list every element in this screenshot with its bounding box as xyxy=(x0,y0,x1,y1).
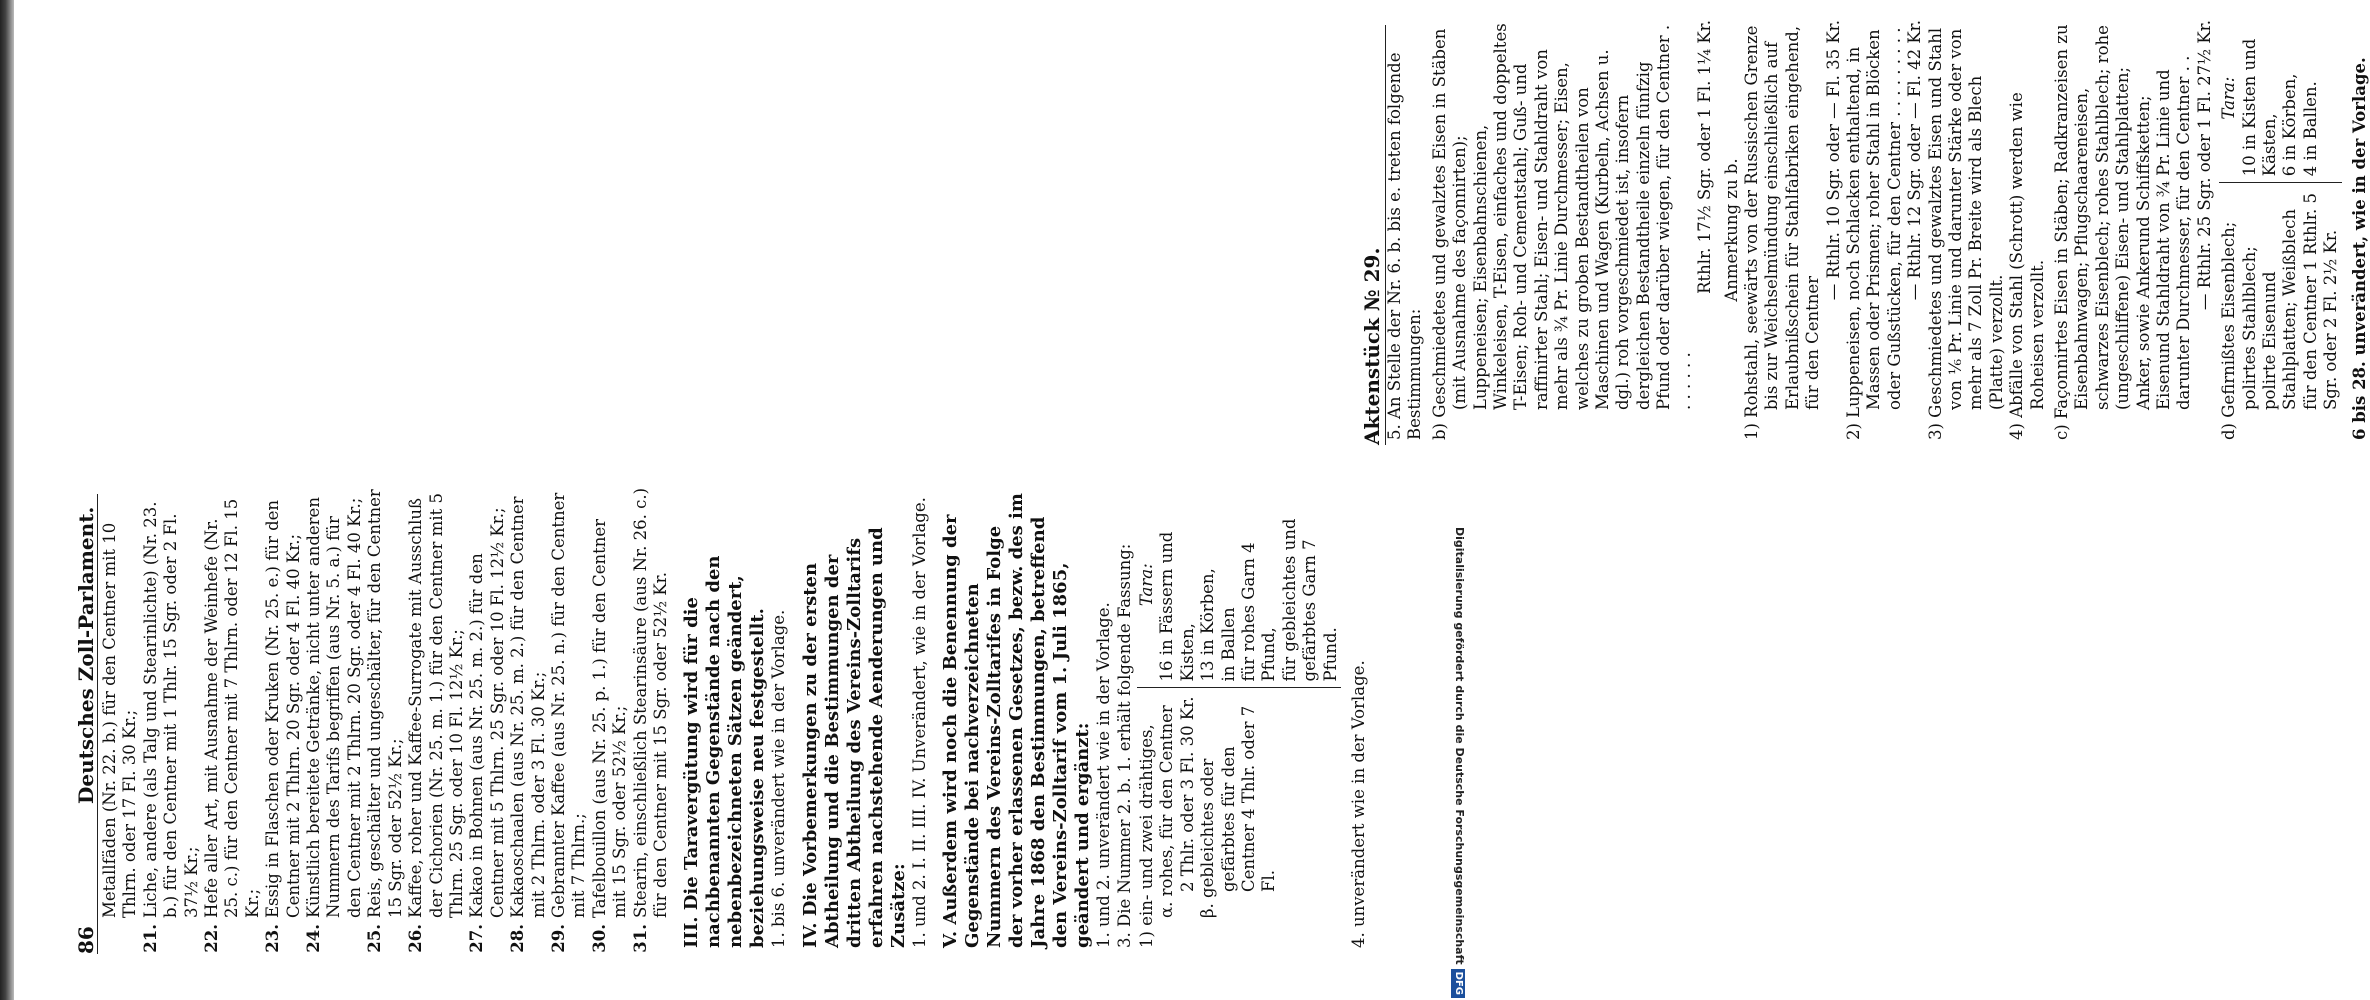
item-d-tara-1: 10 in Kisten und Kästen, xyxy=(2239,38,2280,177)
tariff-item xyxy=(202,488,263,953)
item-number: 24. xyxy=(304,924,324,953)
right-running-title: Aktenstück № 29. xyxy=(1360,247,1384,445)
tariff-item xyxy=(100,488,141,948)
item-d-tara-3: 4 in Ballen. xyxy=(2300,81,2320,177)
item-b-rate: Rthlr. 17½ Sgr. oder 1 Fl. 1¼ Kr. xyxy=(1695,20,1715,294)
section-v-line-1: 1. und 2. unverändert wie in der Vorlage. xyxy=(1094,602,1114,948)
item-text: Kakao in Bohnen (aus Nr. 25. m. 2.) für den Centner mit 5 Thlrn. 25 Sgr. oder 10 Fl. 12½ Kr.; xyxy=(467,507,507,918)
item-d-tara-label: Tara: xyxy=(2219,76,2239,120)
item-number: 31. xyxy=(630,924,650,953)
annotation-2-rate: — Rthlr. 12 Sgr. oder — Fl. 42 Kr. xyxy=(1905,20,1925,301)
item-text: Essig in Flaschen oder Kruken (Nr. 25. e.) für den Centner mit 2 Thlrn. 20 Sgr. oder 4 Fl. 40 Kr.; xyxy=(263,499,303,918)
yarn-tara-3: in Ballen xyxy=(1218,607,1238,682)
yarn-tara-4: für rohes Garn 4 Pfund, xyxy=(1239,542,1279,682)
item-d-text: d) Gefirnißtes Eisenblech; polirtes Stahlblech; polirte Eisenund Stahlplatten; Weißblech für den Centner 1 Rthlr. 5 Sgr. oder 2 Fl. 2½ Kr. xyxy=(2219,193,2341,440)
yarn-sub-1: 1) ein- und zwei drähtiges, xyxy=(1137,724,1156,948)
item-text: Metallfäden (Nr. 22. b.) für den Centner mit 10 Thlrn. oder 17 Fl. 30 Kr.; xyxy=(100,522,140,918)
section-iv-line: 1. und 2. I. II. III. IV. Unverändert, wie in der Vorlage. xyxy=(909,497,929,948)
item-number: 25. xyxy=(365,924,385,953)
left-running-title: Deutsches Zoll-Parlament. xyxy=(74,506,98,804)
tariff-item xyxy=(467,488,508,953)
item-number: 21. xyxy=(140,924,160,953)
annotation-title: Anmerkung zu b. xyxy=(1721,158,1741,302)
yarn-sub-1b: β. gebleichtes oder gefärbtes für den Centner 4 Thlr. oder 7 Fl. xyxy=(1198,705,1279,918)
tariff-item xyxy=(548,488,590,953)
item-text: Reis, geschälter und ungeschälter, für den Centner 15 Sgr. oder 52½ Kr.; xyxy=(365,489,405,918)
item-number: 29. xyxy=(548,924,568,953)
dfg-logo: DFG xyxy=(1451,969,1465,998)
tariff-item xyxy=(304,488,365,953)
right-end-line: 6 bis 28. unverändert, wie in der Vorlage. xyxy=(2349,57,2369,440)
item-number: 22. xyxy=(202,924,222,953)
section-iv-heading: IV. Die Vorbemerkungen zu der ersten Abtheilung und die Bestimmungen der dritten Abtheilung des Vereins-Zolltarifs erfahren nachstehende Aenderungen und Zusätze: xyxy=(799,527,909,948)
yarn-tara-block xyxy=(1137,488,1341,948)
yarn-tara xyxy=(1137,488,1341,688)
yarn-tara-5: für gebleichtes und gefärbtes Garn 7 Pfund. xyxy=(1279,518,1340,682)
annotation-2: 2) Luppeneisen, noch Schlacken enthaltend, in Massen oder Prismen; roher Stahl in Blöcken oder Gußstücken, für den Centner . . . . . . . . . xyxy=(1843,27,1904,440)
tariff-item xyxy=(630,487,672,953)
item-d-block xyxy=(2219,20,2341,440)
section-iii-heading: III. Die Taravergütung wird für die nachbenannten Gegenstände nach den nebenbezeichneten Sätzen geändert, beziehungsweise neu festgestellt. xyxy=(681,555,769,948)
section-iii-line: 1. bis 6. unverändert wie in der Vorlage. xyxy=(769,609,789,948)
right-header xyxy=(1360,25,1386,445)
tariff-item xyxy=(508,488,549,953)
tariff-item xyxy=(589,488,631,953)
item-number: 28. xyxy=(508,924,528,953)
item-text: Künstlich bereitete Getränke, nicht unter anderen Nummern des Tarifs begriffen (aus Nr. 5. a.) für den Centner mit 2 Thlrn. 20 Sgr. oder 4 Fl. 40 Kr.; xyxy=(304,497,364,918)
annotation-3: 3) Geschmiedetes und gewalztes Eisen und Stahl von ⅙ Pr. Linie und darunter Stärke oder von mehr als 7 Zoll Pr. Breite wird als Blech (Platte) verzollt. xyxy=(1925,27,2006,440)
yarn-sub-1a: α. rohes, für den Centner 2 Thlr. oder 3 Fl. 30 Kr. xyxy=(1157,696,1197,918)
item-c-rate: — Rthlr. 25 Sgr. oder 1 Fl. 27½ Kr. xyxy=(2194,20,2214,311)
item-number: 23. xyxy=(263,924,283,953)
section-v-heading: V. Außerdem wird noch die Benennung der Gegenstände bei nachverzeichneten Nummern des Vereins-Zolltarifes in Folge der vorher erlassenen Gesetzes, bezw. des im Jahre 1868 den Bestimmungen, betreffend den Vereins-Zolltarif vom 1. Juli 1865, geändert und ergänzt: xyxy=(940,493,1094,948)
item-text: Stearin, einschließlich Stearinsäure (aus Nr. 26. c.) für den Centner mit 15 Sgr. oder 52½ Kr. xyxy=(630,487,670,918)
yarn-description xyxy=(1137,696,1341,948)
item-text: Kakaoschaalen (aus Nr. 25. m. 2.) für den Centner mit 2 Thlrn. oder 3 Fl. 30 Kr.; xyxy=(508,496,548,918)
section-v-line-2: 3. Die Nummer 2. b. 1. erhält folgende Fassung: xyxy=(1114,543,1134,948)
item-b-text: b) Geschmiedetes und gewalztes Eisen in Stäben (mit Ausnahme des façonnirten); Luppeneisen; Eisenbahnschienen, Winkeleisen, T-Eisen, einfaches und doppeltes T-Eisen; Roh- und Cementstahl; Guß- und raffinirter Stahl; Eisen- und Stahldraht von mehr als ¾ Pr. Linie Durchmesser; Eisen, welches zu groben Bestandtheilen von Maschinen und Wagen (Kurbeln, Achsen u. dgl.) roh vorgeschmiedet ist, insofern dergleichen Bestandtheile einzeln fünfzig Pfund oder darüber wiegen, für den Centner . . . . . . . xyxy=(1429,23,1694,440)
left-header-rule xyxy=(97,494,98,954)
yarn-tara-2: 13 in Körben, xyxy=(1198,568,1218,682)
left-column xyxy=(100,487,1369,953)
yarn-tara-label: Tara: xyxy=(1137,563,1156,607)
right-intro: 5. An Stelle der Nr. 6. b. bis e. treten folgende Bestimmungen: xyxy=(1385,52,1425,440)
dfg-credit-text-wrap xyxy=(1448,8,1470,998)
tariff-item xyxy=(263,488,304,953)
annotation-1: 1) Rohstahl, seewärts von der Russischen Grenze bis zur Weichselmündung einschließlich auf Erlaubnißschein für Stahlfabriken eingehend, für den Centner xyxy=(1741,25,1823,440)
yarn-tara-1: 16 in Fässern und Kisten, xyxy=(1157,531,1197,682)
item-number: 27. xyxy=(467,924,487,953)
dfg-credit-text: Digitalisierung gefördert durch die Deutsche Forschungsgemeinschaft xyxy=(1453,526,1466,965)
item-number: 30. xyxy=(589,924,609,953)
item-text: Gebrannter Kaffee (aus Nr. 25. n.) für den Centner mit 7 Thlrn.; xyxy=(548,492,589,918)
tariff-item xyxy=(140,488,202,953)
item-number: 26. xyxy=(406,924,426,953)
item-text: Kaffee, roher und Kaffee-Surrogate mit Ausschluß der Cichorien (Nr. 25. m. 1.) für den Centner mit 5 Thlrn. 25 Sgr. oder 10 Fl. 12½ Kr.; xyxy=(406,493,466,918)
section-v-line-4: 4. unverändert wie in der Vorlage. xyxy=(1349,660,1369,948)
page-number: 86 xyxy=(74,926,98,954)
annotation-1-rate: — Rthlr. 10 Sgr. oder — Fl. 35 Kr. xyxy=(1823,20,1843,301)
item-d-tara xyxy=(2219,20,2341,183)
item-text: Hefe aller Art, mit Ausnahme der Weinhefe (Nr. 25. c.) für den Centner mit 7 Thlrn. oder 12 Fl. 15 Kr.; xyxy=(202,498,262,918)
item-text: Tafelbouillon (aus Nr. 25. p. 1.) für den Centner mit 15 Sgr. oder 52½ Kr.; xyxy=(589,518,630,918)
dfg-credit xyxy=(1448,8,1470,998)
right-column xyxy=(1385,20,2370,440)
tariff-item-list xyxy=(100,487,671,953)
tariff-item xyxy=(365,488,406,953)
item-d-tara-2: 6 in Körben, xyxy=(2280,73,2300,177)
item-c-text: c) Façonnirtes Eisen in Stäben; Radkranzeisen zu Eisenbahnwagen; Pflugschaareneisen, schwarzes Eisenblech; rohes Stahlblech; rohe (ungeschliffene) Eisen- und Stahlplatten; Anker, sowie Ankerund Schiffsketten; Eisenund Stahldraht von ¾ Pr. Linie und darunter Durchmesser, für den Centner . . xyxy=(2052,24,2194,440)
tariff-item xyxy=(406,488,467,953)
item-text: Liche, andere (als Talg und Stearinlichte) (Nr. 23. b.) für den Centner mit 1 Thlr. 15 Sgr. oder 2 Fl. 37½ Kr.; xyxy=(140,501,201,918)
annotation-4: 4) Abfälle von Stahl (Schrott) werden wie Roheisen verzollt. xyxy=(2007,92,2047,440)
